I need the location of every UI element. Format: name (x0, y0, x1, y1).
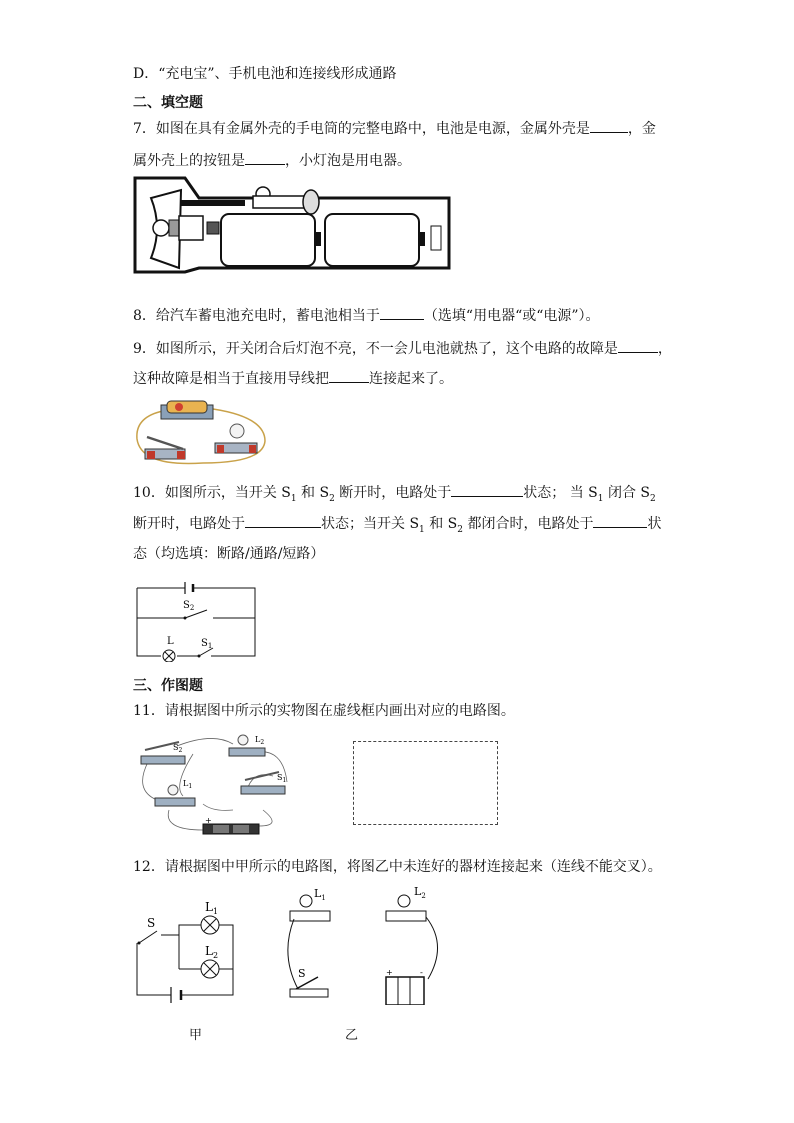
switch-s2-base (141, 756, 185, 764)
q11-physical-circuit-figure (133, 730, 333, 838)
q8-text-a: 8．给汽车蓄电池充电时，蓄电池相当于 (133, 308, 380, 324)
q10-blank-3[interactable] (593, 513, 647, 528)
label-l1: $L_1$ (205, 900, 219, 916)
q10-text: 状 (647, 516, 662, 532)
q9-blank-2[interactable] (329, 368, 369, 383)
lamp-l2-bulb-icon (238, 735, 248, 745)
question-11: 11．请根据图中所示的实物图在虚线框内画出对应的电路图。 (133, 703, 515, 719)
question-10-line1 (133, 482, 656, 509)
bulb-base (169, 220, 179, 236)
q9-text-c: 这种故障是相当于直接用导线把 (133, 371, 329, 387)
q10-circuit-figure (133, 582, 261, 662)
question-7-line2 (133, 150, 411, 171)
label-s1: $S_1$ (277, 773, 287, 784)
q7-text-a: 7．如图在具有金属外壳的手电筒的完整电路中，电池是电源，金属外壳是 (133, 121, 590, 137)
question-9-line1 (133, 338, 672, 359)
battery-1-cap (315, 232, 321, 246)
lamp-bulb-icon (230, 424, 244, 438)
q10-text: 状态；当开关 S (321, 516, 420, 532)
question-10-line2 (133, 513, 661, 540)
label-l2: $L_2$ (414, 885, 426, 900)
question-10-line3: 态（均选填：断路/通路/短路） (133, 546, 325, 562)
switch-s2-blade (185, 610, 207, 618)
q10-text: 断开时，电路处于 (133, 516, 245, 532)
subscript: 1 (419, 524, 425, 535)
q7-text-d: ，小灯泡是用电器。 (285, 153, 411, 169)
lamp-l2-base (386, 911, 426, 921)
bulb-icon (153, 220, 169, 236)
answer-dashed-box[interactable] (353, 741, 498, 825)
wire (137, 588, 255, 656)
q10-text: 和 S (424, 516, 458, 532)
battery-cell (233, 825, 249, 833)
q10-text: 断开时，电路处于 (334, 485, 452, 501)
terminal (217, 445, 224, 453)
spring (207, 222, 219, 234)
question-8 (133, 305, 600, 326)
lamp-l1-bulb-icon (168, 785, 178, 795)
label-s: S (147, 916, 156, 930)
q7-blank-1[interactable] (590, 118, 628, 133)
subscript: 2 (650, 493, 656, 504)
q9-blank-1[interactable] (618, 338, 658, 353)
terminal (177, 451, 185, 459)
label-s2: $S_2$ (173, 743, 183, 754)
battery-cell (213, 825, 229, 833)
label-l1: $L_1$ (183, 779, 193, 790)
socket (179, 216, 203, 240)
short-circuit-figure (133, 397, 271, 469)
q9-text-d: 连接起来了。 (369, 371, 453, 387)
flashlight-figure (133, 176, 453, 274)
lamp-l1-base (290, 911, 330, 921)
subscript: 2 (329, 493, 335, 504)
switch-slider (253, 196, 305, 208)
q7-text-b: ，金 (627, 121, 656, 137)
battery-cell (167, 401, 207, 413)
switch-s-blade (139, 931, 157, 943)
q10-blank-2[interactable] (245, 513, 321, 528)
wire (137, 925, 233, 995)
lamp-l2-base (229, 748, 265, 756)
battery-plus-mark (175, 403, 183, 411)
section-drawing-heading: 三、作图题 (133, 678, 203, 694)
q10-text: 闭合 S (603, 485, 651, 501)
wire (288, 919, 298, 989)
caption-jia: 甲 (189, 1028, 203, 1043)
contact-strip (181, 200, 245, 206)
switch-knob (303, 190, 319, 214)
q10-text: 都闭合时，电路处于 (463, 516, 594, 532)
label-l1: $L_1$ (314, 887, 326, 902)
option-d: D．“充电宝”、手机电池和连接线形成通路 (133, 66, 397, 82)
q10-blank-1[interactable] (451, 482, 523, 497)
end-spring (431, 226, 441, 250)
terminal (147, 451, 155, 459)
label-l2: $L_2$ (255, 735, 265, 746)
label-l2: $L_2$ (205, 944, 219, 960)
battery-1 (221, 214, 315, 266)
battery-pack (203, 824, 259, 834)
switch-lever (147, 437, 183, 449)
lamp-l1-base (155, 798, 195, 806)
q10-text: 10．如图所示，当开关 S (133, 485, 291, 501)
question-9-line2 (133, 368, 453, 389)
battery-minus-label: - (420, 968, 423, 977)
q12-schematic-jia (133, 895, 243, 1003)
section-fill-blank-heading: 二、填空题 (133, 95, 203, 111)
caption-yi: 乙 (345, 1028, 359, 1043)
lamp-l1-bulb-icon (300, 895, 312, 907)
subscript: 2 (457, 524, 464, 535)
label-s: S (298, 967, 306, 980)
q10-text: 和 S (296, 485, 330, 501)
terminal (249, 445, 256, 453)
question-7-line1 (133, 118, 656, 139)
q10-text: 状态； 当 S (523, 485, 598, 501)
switch-s-base (290, 989, 328, 997)
wire (426, 917, 438, 979)
subscript: 1 (597, 493, 604, 504)
q8-blank[interactable] (380, 305, 424, 320)
battery-2 (325, 214, 419, 266)
lamp-l2-bulb-icon (398, 895, 410, 907)
q7-text-c: 属外壳上的按钮是 (133, 153, 245, 169)
q9-text-b: ， (657, 341, 672, 357)
q8-text-b: （选填“用电器“或“电源”）。 (423, 308, 600, 324)
question-12: 12．请根据图中甲所示的电路图，将图乙中未连好的器材连接起来（连线不能交叉）。 (133, 859, 662, 875)
label-l: L (167, 636, 174, 647)
q7-blank-2[interactable] (245, 150, 285, 165)
battery-plus-label: + (386, 968, 393, 977)
label-s1: $S_1$ (201, 638, 213, 650)
q12-physical-yi (282, 885, 442, 1005)
switch-s1-base (241, 786, 285, 794)
battery-2-cap (419, 232, 425, 246)
battery-pack (386, 977, 424, 1005)
subscript: 1 (290, 493, 297, 504)
q9-text-a: 9．如图所示，开关闭合后灯泡不亮，不一会儿电池就热了，这个电路的故障是 (133, 341, 618, 357)
label-s2: $S_2$ (183, 600, 195, 612)
battery-plus-label: + (205, 816, 212, 825)
switch-s1-lever (245, 772, 279, 780)
